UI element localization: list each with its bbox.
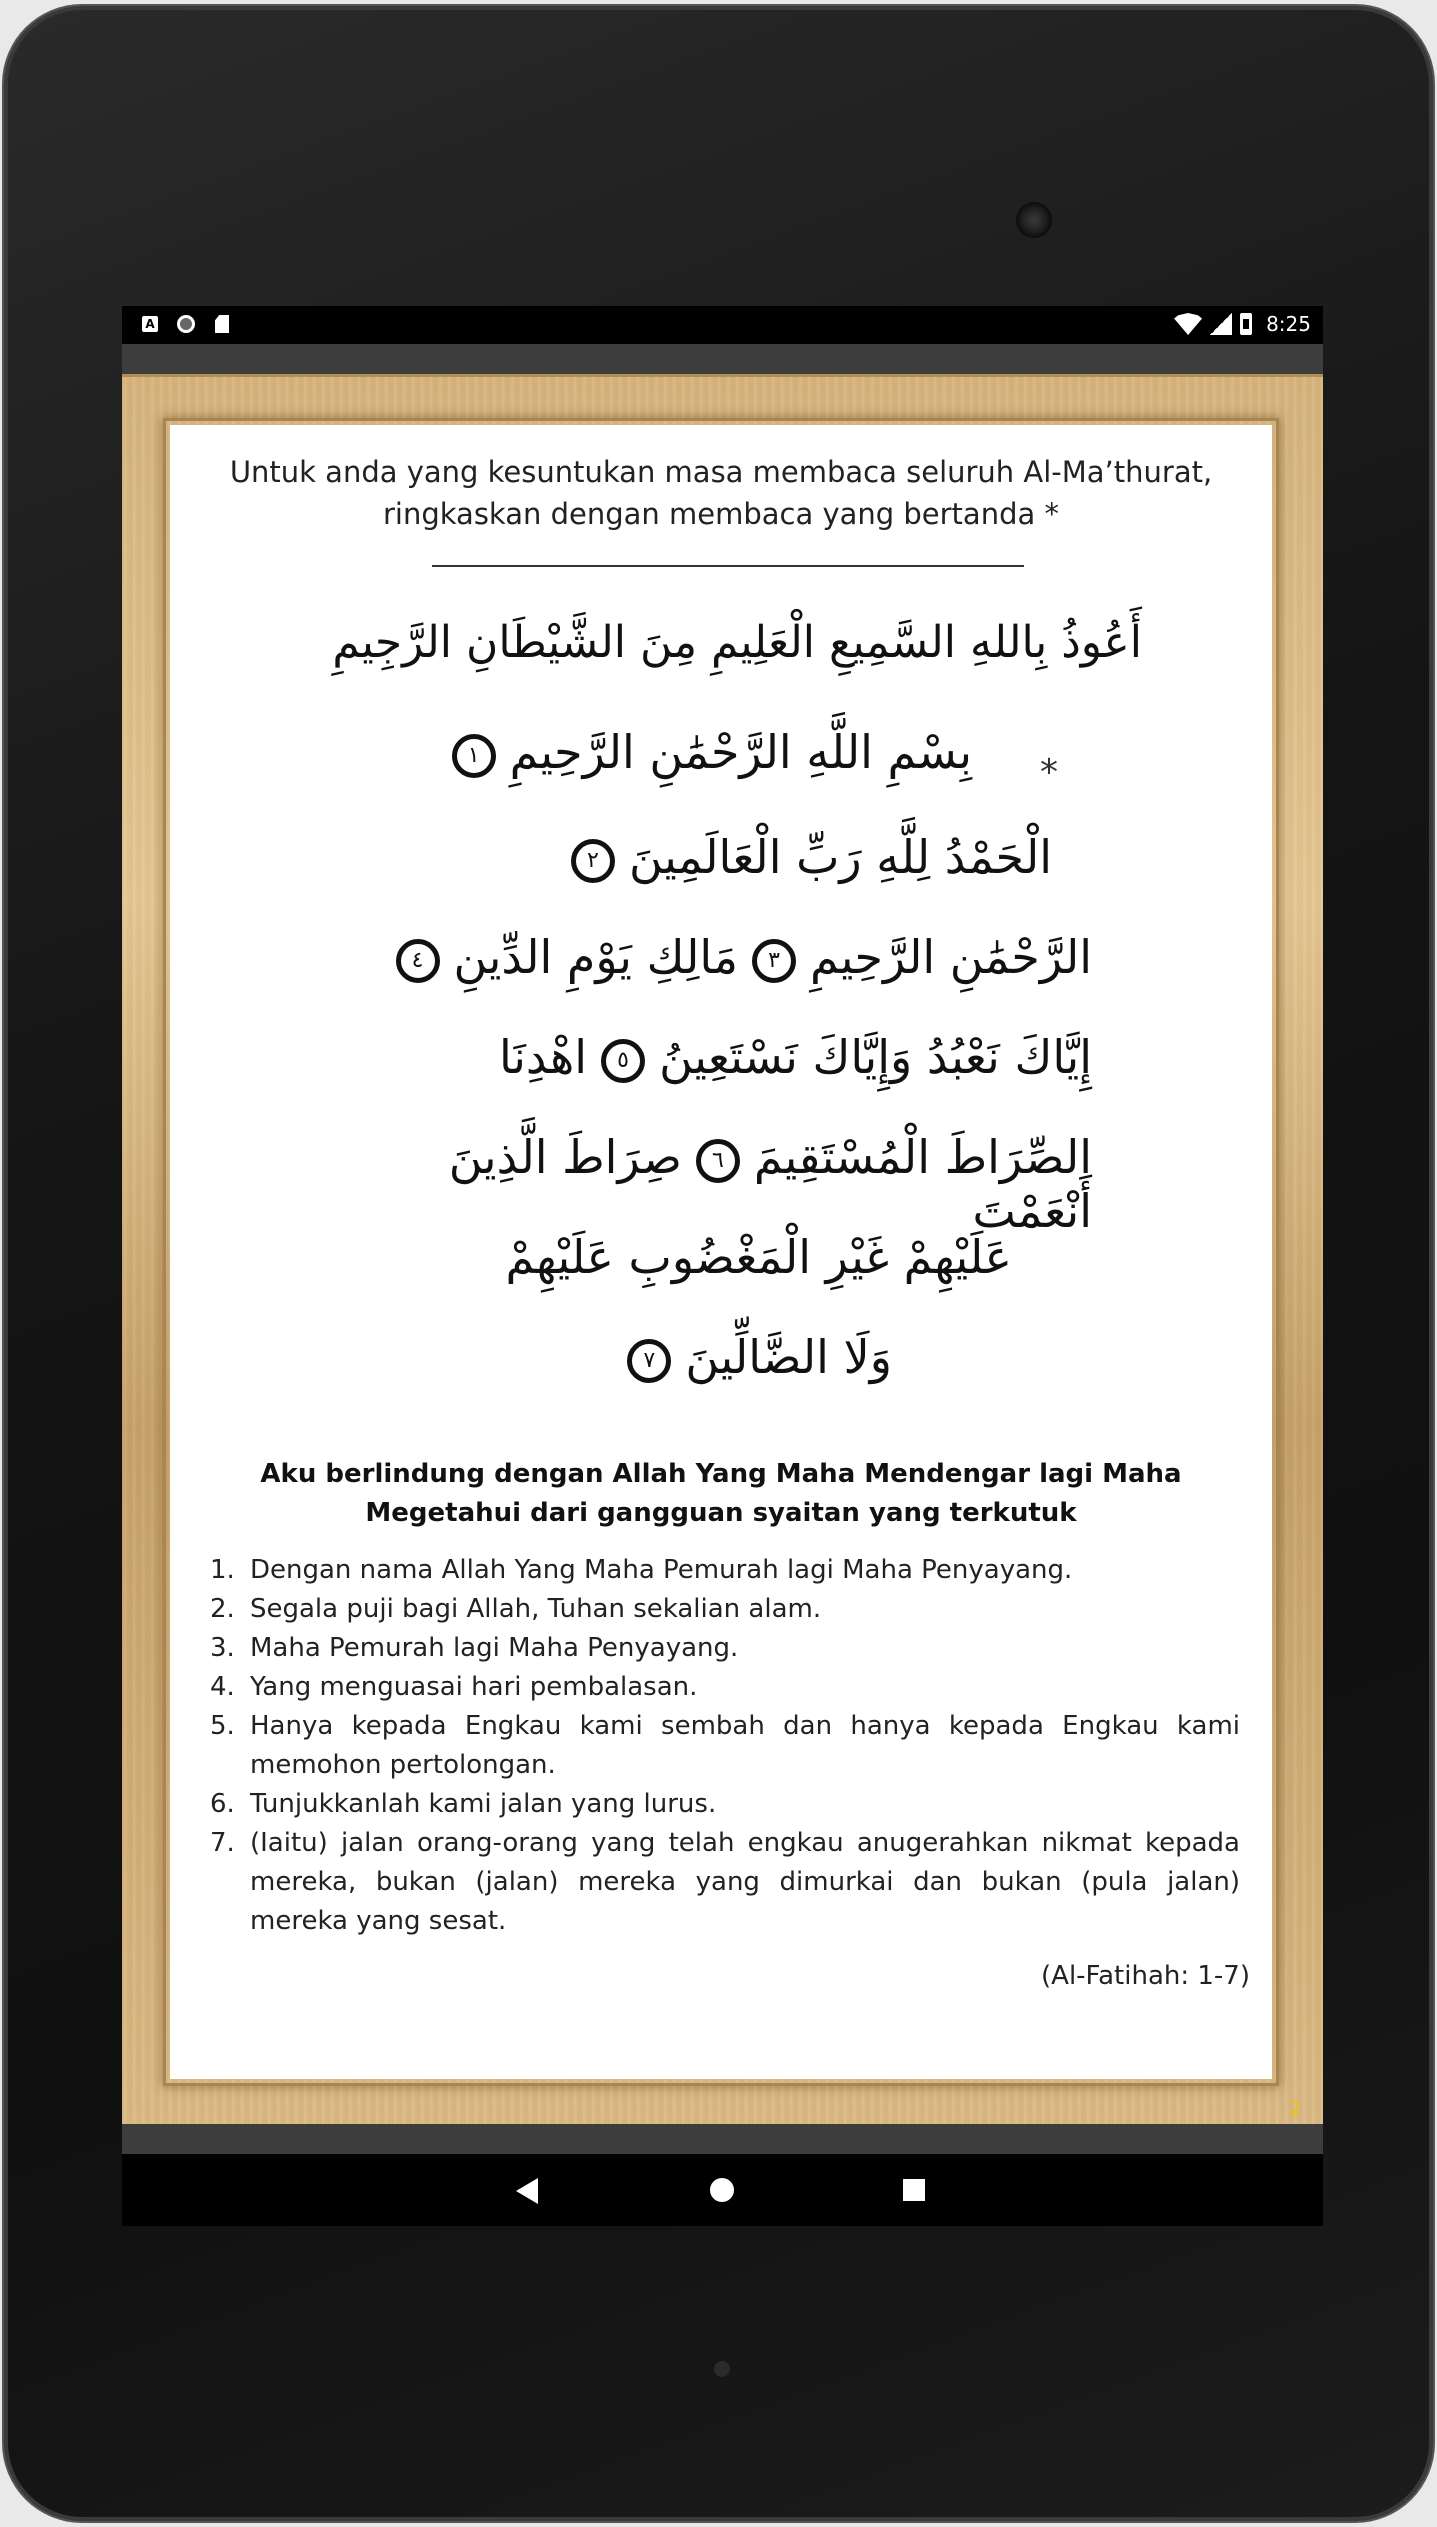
battery-charging-icon [1240, 313, 1252, 335]
divider [432, 565, 1024, 567]
ayah-number-icon: ٥ [601, 1039, 645, 1083]
ayah-number-icon: ٤ [396, 939, 440, 983]
recents-icon[interactable] [903, 2179, 925, 2201]
front-camera [1016, 202, 1052, 238]
signal-icon [1210, 313, 1232, 335]
list-item: 5. Hanya kepada Engkau kami sembah dan hanya kepada Engkau kami memohon pertolongan. [210, 1711, 1240, 1780]
light-sensor [714, 2361, 730, 2377]
verse-line-2: الْحَمْدُ لِلَّهِ رَبِّ الْعَالَمِينَ٢ [392, 830, 1052, 884]
tablet-device [4, 6, 1433, 2521]
ayah-number-icon: ٢ [571, 839, 615, 883]
intro-text [170, 451, 1272, 535]
list-item: 6. Tunjukkanlah kami jalan yang lurus. [210, 1789, 717, 1819]
home-icon[interactable] [710, 2178, 734, 2202]
wifi-icon [1174, 313, 1202, 335]
clock: 8:25 [1266, 312, 1311, 336]
intro-line-2: ringkaskan dengan membaca yang bertanda * [383, 497, 1059, 531]
translation-list [210, 1551, 1240, 1941]
verse-line-7: وَلَا الضَّالِّينَ٧ [472, 1330, 892, 1384]
notification-a-icon: A [140, 314, 160, 334]
ayah-number-icon: ٧ [627, 1339, 671, 1383]
record-circle-icon [176, 314, 196, 334]
list-item: 7. (Iaitu) jalan orang-orang yang telah engkau anugerahkan nikmat kepada mereka, bukan (jalan) mereka yang dimurkai dan bukan (pula jalan) mereka yang sesat. [210, 1828, 1240, 1936]
page-number: 2 [1289, 2099, 1301, 2120]
intro-line-1: Untuk anda yang kesuntukan masa membaca seluruh Al-Ma’thurat, [229, 455, 1213, 489]
ayah-number-icon: ١ [452, 734, 496, 778]
verse-line-5: الصِّرَاطَ الْمُسْتَقِيمَ٦صِرَاطَ الَّذِينَ أَنْعَمْتَ [448, 1130, 1092, 1238]
app-bottom-strip [122, 2124, 1323, 2154]
document-page[interactable] [170, 425, 1272, 2079]
screen [122, 306, 1323, 2226]
taawudz-arabic: أَعُوذُ بِاللهِ السَّمِيعِ الْعَلِيمِ مِنَ الشَّيْطَانِ الرَّجِيمِ [332, 617, 1142, 668]
star-marker: * [1040, 752, 1058, 793]
ayah-number-icon: ٣ [752, 939, 796, 983]
list-item: 4. Yang menguasai hari pembalasan. [210, 1672, 698, 1702]
back-icon[interactable] [516, 2178, 538, 2204]
verse-line-1: بِسْمِ اللَّهِ الرَّحْمَٰنِ الرَّحِيمِ١ [412, 725, 972, 779]
navigation-bar [122, 2154, 1323, 2226]
list-item: 1. Dengan nama Allah Yang Maha Pemurah lagi Maha Penyayang. [210, 1555, 1073, 1585]
ayah-number-icon: ٦ [696, 1139, 740, 1183]
page-frame[interactable] [122, 374, 1323, 2124]
verse-line-4: إِيَّاكَ نَعْبُدُ وَإِيَّاكَ نَسْتَعِينُ٥اهْدِنَا [499, 1030, 1092, 1084]
verse-line-3: الرَّحْمَٰنِ الرَّحِيمِ٣مَالِكِ يَوْمِ الدِّينِ٤ [352, 930, 1092, 984]
list-item: 3. Maha Pemurah lagi Maha Penyayang. [210, 1633, 739, 1663]
surah-reference: (Al-Fatihah: 1-7) [1041, 1961, 1250, 1991]
app-top-strip [122, 344, 1323, 374]
taawudz-translation: Aku berlindung dengan Allah Yang Maha Mendengar lagi Maha Megetahui dari gangguan syaitan yang terkutuk [260, 1459, 1182, 1528]
sd-card-icon [212, 314, 232, 334]
list-item: 2. Segala puji bagi Allah, Tuhan sekalian alam. [210, 1594, 822, 1624]
verse-line-6: عَلَيْهِمْ غَيْرِ الْمَغْضُوبِ عَلَيْهِمْ [505, 1230, 1012, 1284]
status-bar [122, 306, 1323, 344]
